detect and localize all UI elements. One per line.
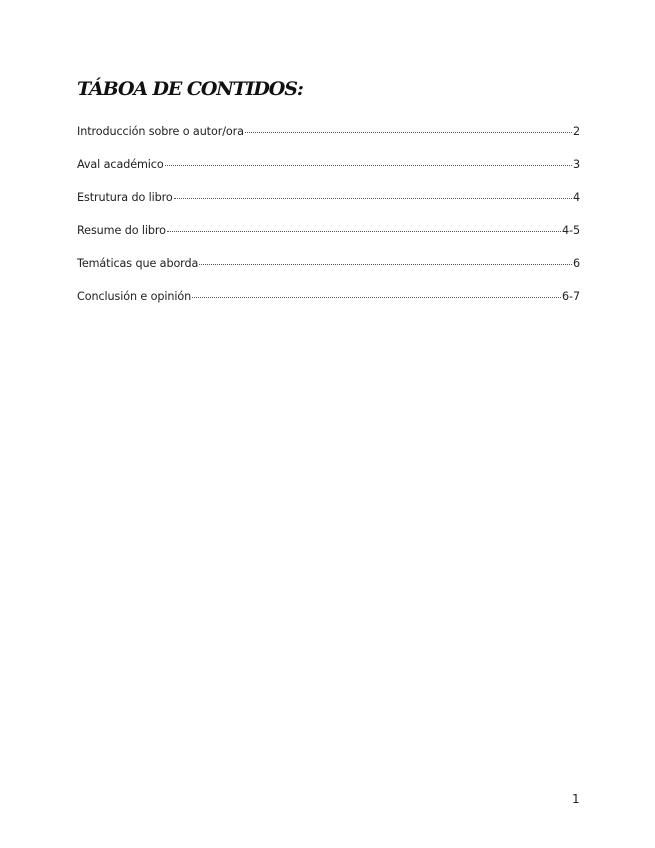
dot-leader bbox=[167, 231, 561, 232]
toc-entry-label: Conclusión e opinión bbox=[77, 290, 192, 303]
toc-entry-page: 3 bbox=[572, 158, 580, 171]
toc-entry-label: Temáticas que aborda bbox=[77, 257, 199, 270]
toc-entry-page: 6 bbox=[572, 257, 580, 270]
toc-list bbox=[77, 125, 580, 323]
toc-entry-page: 4 bbox=[572, 191, 580, 204]
toc-entry-label: Aval académico bbox=[77, 158, 164, 171]
dot-leader bbox=[174, 198, 572, 199]
toc-entry-resume[interactable] bbox=[77, 224, 580, 257]
toc-entry-estrutura[interactable] bbox=[77, 191, 580, 224]
toc-entry-introduccion[interactable] bbox=[77, 125, 580, 158]
page-number: 1 bbox=[572, 792, 580, 806]
toc-entry-page: 2 bbox=[572, 125, 580, 138]
toc-entry-tematicas[interactable] bbox=[77, 257, 580, 290]
dot-leader bbox=[245, 132, 572, 133]
dot-leader bbox=[199, 264, 572, 265]
toc-entry-label: Estrutura do libro bbox=[77, 191, 173, 204]
toc-entry-label: Introducción sobre o autor/ora bbox=[77, 125, 244, 138]
toc-entry-conclusion[interactable] bbox=[77, 290, 580, 323]
toc-entry-aval-academico[interactable] bbox=[77, 158, 580, 191]
toc-entry-label: Resume do libro bbox=[77, 224, 166, 237]
toc-title: TÁBOA DE CONTIDOS: bbox=[77, 78, 303, 100]
dot-leader bbox=[165, 165, 572, 166]
toc-entry-page: 4-5 bbox=[562, 224, 580, 237]
dot-leader bbox=[192, 297, 561, 298]
toc-entry-page: 6-7 bbox=[562, 290, 580, 303]
